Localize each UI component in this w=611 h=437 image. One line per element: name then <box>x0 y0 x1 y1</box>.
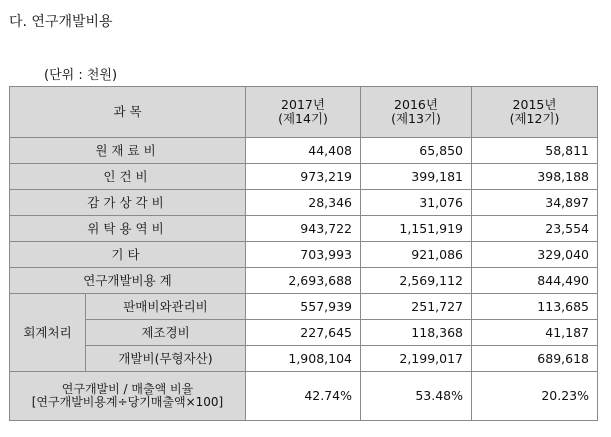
value-cell: 31,076 <box>361 190 472 216</box>
value-cell: 42.74% <box>246 372 361 421</box>
header-year-2015 <box>472 87 598 138</box>
value-cell: 113,685 <box>472 294 598 320</box>
value-cell: 227,645 <box>246 320 361 346</box>
value-cell: 973,219 <box>246 164 361 190</box>
table-row <box>10 216 598 242</box>
header-year-2017 <box>246 87 361 138</box>
value-cell: 20.23% <box>472 372 598 421</box>
value-cell: 34,897 <box>472 190 598 216</box>
table-row <box>10 138 598 164</box>
header-item-cell: 과 목 <box>10 87 246 138</box>
ratio-label-line2: [연구개발비용계÷당기매출액×100] <box>31 395 224 409</box>
ratio-label-line1: 연구개발비 / 매출액 비율 <box>61 381 194 396</box>
value-cell: 44,408 <box>246 138 361 164</box>
ratio-row <box>10 372 598 421</box>
value-cell: 1,908,104 <box>246 346 361 372</box>
value-cell: 921,086 <box>361 242 472 268</box>
unit-label: (단위 : 천원) <box>44 68 118 83</box>
row-label-rd-total: 연구개발비용 계 <box>10 268 246 294</box>
table-row <box>10 268 598 294</box>
value-cell: 2,569,112 <box>361 268 472 294</box>
accounting-group-label: 회계처리 <box>10 294 86 372</box>
header-period-label: (제13기) <box>391 111 441 126</box>
value-cell: 23,554 <box>472 216 598 242</box>
section-heading: 다. 연구개발비용 <box>9 14 113 30</box>
value-cell: 28,346 <box>246 190 361 216</box>
table-row <box>10 242 598 268</box>
rd-expense-table <box>9 86 598 421</box>
row-label-manufacturing: 제조경비 <box>86 320 246 346</box>
header-year-label: 2016년 <box>394 97 438 113</box>
value-cell: 2,199,017 <box>361 346 472 372</box>
value-cell: 398,188 <box>472 164 598 190</box>
table-row <box>10 294 598 320</box>
value-cell: 689,618 <box>472 346 598 372</box>
row-label-raw-materials: 원재료비 <box>10 138 246 164</box>
value-cell: 41,187 <box>472 320 598 346</box>
header-year-label: 2015년 <box>512 97 557 113</box>
ratio-label-cell <box>10 372 246 421</box>
row-label-depreciation: 감가상각비 <box>10 190 246 216</box>
value-cell: 557,939 <box>246 294 361 320</box>
value-cell: 53.48% <box>361 372 472 421</box>
value-cell: 844,490 <box>472 268 598 294</box>
table-row <box>10 164 598 190</box>
value-cell: 943,722 <box>246 216 361 242</box>
row-label-personnel: 인건비 <box>10 164 246 190</box>
value-cell: 251,727 <box>361 294 472 320</box>
row-label-outsourcing: 위탁용역비 <box>10 216 246 242</box>
header-period-label: (제12기) <box>509 111 560 126</box>
value-cell: 2,693,688 <box>246 268 361 294</box>
value-cell: 329,040 <box>472 242 598 268</box>
value-cell: 1,151,919 <box>361 216 472 242</box>
table-row <box>10 190 598 216</box>
value-cell: 399,181 <box>361 164 472 190</box>
row-label-sga: 판매비와관리비 <box>86 294 246 320</box>
header-year-label: 2017년 <box>281 97 325 113</box>
row-label-development-cost: 개발비(무형자산) <box>86 346 246 372</box>
value-cell: 58,811 <box>472 138 598 164</box>
value-cell: 703,993 <box>246 242 361 268</box>
header-period-label: (제14기) <box>278 111 328 126</box>
value-cell: 118,368 <box>361 320 472 346</box>
value-cell: 65,850 <box>361 138 472 164</box>
table-row <box>10 346 598 372</box>
row-label-other: 기타 <box>10 242 246 268</box>
table-row <box>10 320 598 346</box>
header-year-2016 <box>361 87 472 138</box>
header-row <box>10 87 598 138</box>
